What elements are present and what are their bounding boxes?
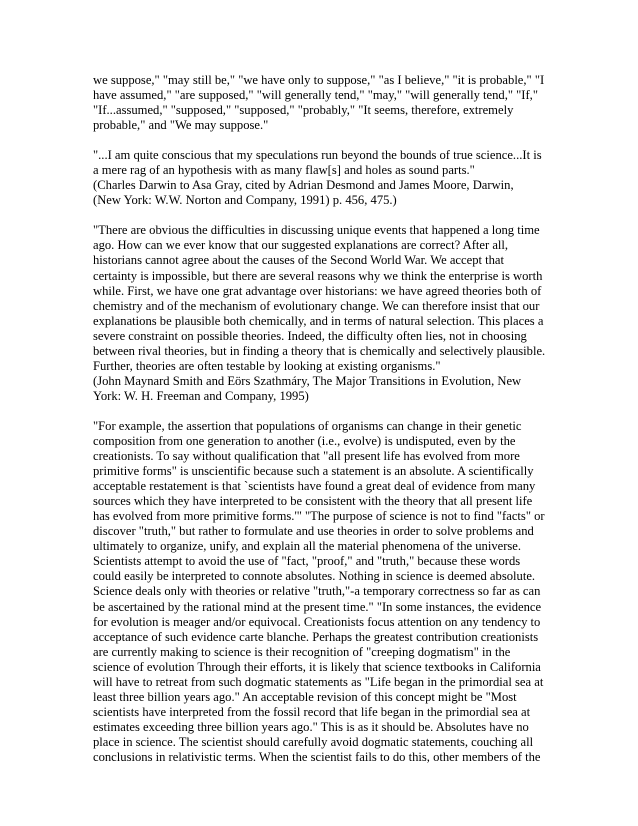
text-line: composition from one generation to another (i.e., evolve) is undisputed, even by the xyxy=(93,433,516,448)
text-line: primitive forms" is unscientific because such a statement is an absolute. A scientifically xyxy=(93,464,534,479)
text-line: "There are obvious the difficulties in discussing unique events that happened a long time xyxy=(93,223,540,238)
text-line: "If...assumed," "supposed," "supposed," "probably," "It seems, therefore, extremely xyxy=(93,103,514,118)
paragraph-maynard-smith-quote xyxy=(93,223,551,404)
text-line: estimates exceeding three billion years ago." This is as it should be. Absolutes have no xyxy=(93,719,529,734)
text-line: conclusions in relativistic terms. When the scientist fails to do this, other members of the xyxy=(93,749,541,764)
text-line: place in science. The scientist should carefully avoid dogmatic statements, couching all xyxy=(93,734,534,749)
text-line: historians cannot agree about the causes of the Second World War. We accept that xyxy=(93,253,505,268)
text-line: creationists. To say without qualification that "all present life has evolved from more xyxy=(93,449,520,464)
text-line: between rival theories, but in finding a theory that is chemically and selectively plausible. xyxy=(93,343,546,358)
text-line: severe constraint on possible theories. Indeed, the difficulty often lies, not in choosing xyxy=(93,328,527,343)
text-line: while. First, we have one grat advantage over historians: we have agreed theories both of xyxy=(93,283,542,298)
paragraph-darwin-quote xyxy=(93,148,551,208)
text-line: explanations be plausible both chemically, and in terms of natural selection. This places a xyxy=(93,313,544,328)
text-line: a mere rag of an hypothesis with as many flaw[s] and holes as sound parts." xyxy=(93,163,475,178)
text-line: for evolution is meager and/or equivocal. Creationists focus attention on any tendency to xyxy=(93,614,541,629)
text-line: we suppose," "may still be," "we have only to suppose," "as I believe," "it is probable," "I xyxy=(93,73,545,87)
text-line: acceptance of such evidence carte blanche. Perhaps the greatest contribution creationists xyxy=(93,629,539,644)
text-line: "...I am quite conscious that my speculations run beyond the bounds of true science...It is xyxy=(93,148,542,163)
text-line: (Charles Darwin to Asa Gray, cited by Adrian Desmond and James Moore, Darwin, xyxy=(93,178,514,193)
text-line: least three billion years ago." An acceptable revision of this concept might be "Most xyxy=(93,689,517,704)
paragraph-creationism-quote xyxy=(93,419,551,765)
text-line: could easily be interpreted to connote absolutes. Nothing in science is deemed absolute. xyxy=(93,569,536,584)
text-line: (New York: W.W. Norton and Company, 1991) p. 456, 475.) xyxy=(93,193,397,208)
text-line: ultimately to organize, unify, and explain all the material phenomena of the universe. xyxy=(93,539,522,554)
text-line: science of evolution Through their efforts, it is likely that science textbooks in California xyxy=(93,659,541,674)
text-line: will have to retreat from such dogmatic statements as "Life began in the primordial sea at xyxy=(93,674,544,689)
text-line: are currently making to science is their recognition of "creeping dogmatism" in the xyxy=(93,644,511,659)
text-line: chemistry and of the mechanism of evolutionary change. We can therefore insist that our xyxy=(93,298,540,313)
text-line: have assumed," "are supposed," "will generally tend," "may," "will generally tend," "If," xyxy=(93,88,538,103)
document-page xyxy=(93,73,551,780)
text-line: Scientists attempt to avoid the use of "fact, "proof," and "truth," because these words xyxy=(93,554,521,569)
text-line: acceptable restatement is that `scientists have found a great deal of evidence from many xyxy=(93,479,536,494)
text-line: "For example, the assertion that populations of organisms can change in their genetic xyxy=(93,418,522,433)
text-line: discover "truth," but rather to formulate and use theories in order to solve problems and xyxy=(93,524,534,539)
text-line: Science deals only with theories or relative "truth,"-a temporary correctness so far as can xyxy=(93,584,541,599)
text-line: be ascertained by the rational mind at the present time." "In some instances, the evidence xyxy=(93,599,542,614)
text-line: York: W. H. Freeman and Company, 1995) xyxy=(93,388,309,403)
text-line: scientists have interpreted from the fossil record that life began in the primordial sea at xyxy=(93,704,531,719)
paragraph-hedging-phrases xyxy=(93,73,551,133)
text-line: (John Maynard Smith and Eörs Szathmáry, The Major Transitions in Evolution, New xyxy=(93,373,522,388)
text-line: sources which they have interpreted to be consistent with the theory that all present life xyxy=(93,494,533,509)
text-line: Further, theories are often testable by looking at existing organisms." xyxy=(93,358,441,373)
text-line: probable," and "We may suppose." xyxy=(93,118,269,133)
text-line: has evolved from more primitive forms.'" "The purpose of science is not to find "facts" or xyxy=(93,509,545,524)
text-line: ago. How can we ever know that our suggested explanations are correct? After all, xyxy=(93,238,509,253)
text-line: certainty is impossible, but there are several reasons why we think the enterprise is worth xyxy=(93,268,543,283)
